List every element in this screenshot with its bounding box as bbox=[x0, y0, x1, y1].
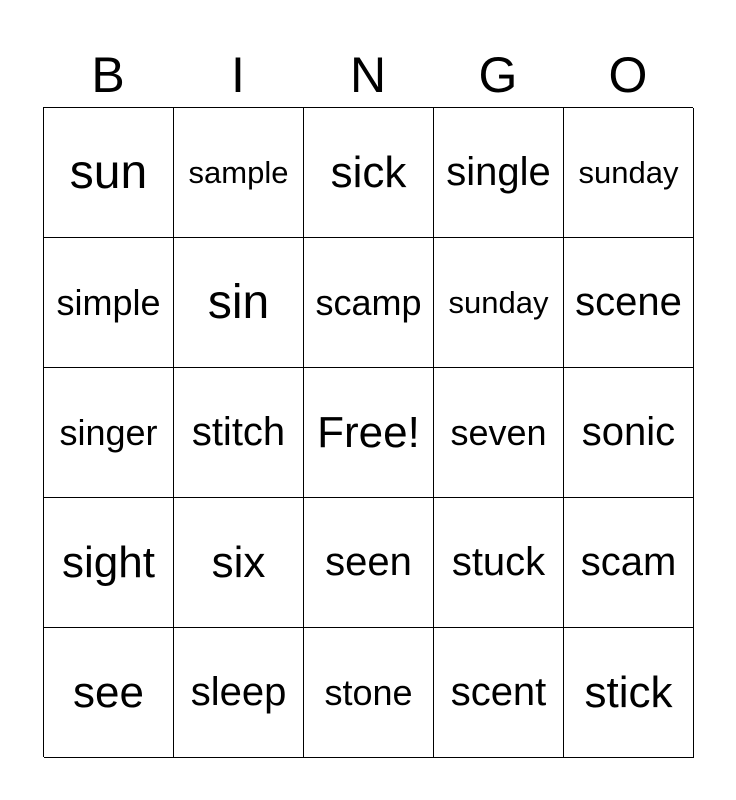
header-letter-b: B bbox=[91, 47, 125, 103]
bingo-cell[interactable]: simple bbox=[44, 238, 174, 368]
bingo-header bbox=[43, 45, 693, 105]
bingo-cell[interactable]: sunday bbox=[434, 238, 564, 368]
bingo-cell[interactable]: single bbox=[434, 108, 564, 238]
bingo-cell[interactable]: seven bbox=[434, 368, 564, 498]
header-letter-n: N bbox=[349, 47, 387, 103]
bingo-cell[interactable]: sick bbox=[304, 108, 434, 238]
bingo-cell[interactable]: stitch bbox=[174, 368, 304, 498]
bingo-card-grid bbox=[43, 107, 693, 757]
bingo-cell[interactable]: stuck bbox=[434, 498, 564, 628]
bingo-cell[interactable]: scamp bbox=[304, 238, 434, 368]
bingo-cell[interactable]: sun bbox=[44, 108, 174, 238]
bingo-cell[interactable]: sin bbox=[174, 238, 304, 368]
bingo-cell[interactable]: stone bbox=[304, 628, 434, 758]
bingo-cell[interactable]: scent bbox=[434, 628, 564, 758]
header-letter-o: O bbox=[608, 47, 648, 103]
bingo-cell[interactable]: scam bbox=[564, 498, 694, 628]
bingo-cell[interactable]: scene bbox=[564, 238, 694, 368]
bingo-cell[interactable]: sight bbox=[44, 498, 174, 628]
bingo-cell[interactable]: sonic bbox=[564, 368, 694, 498]
bingo-cell[interactable]: singer bbox=[44, 368, 174, 498]
bingo-cell[interactable]: see bbox=[44, 628, 174, 758]
header-letter-g: G bbox=[478, 47, 518, 103]
bingo-cell[interactable]: sunday bbox=[564, 108, 694, 238]
bingo-cell[interactable]: sleep bbox=[174, 628, 304, 758]
header-letter-i: I bbox=[231, 47, 245, 103]
bingo-cell[interactable]: seen bbox=[304, 498, 434, 628]
free-space-cell[interactable]: Free! bbox=[304, 368, 434, 498]
bingo-cell[interactable]: sample bbox=[174, 108, 304, 238]
bingo-cell[interactable]: six bbox=[174, 498, 304, 628]
bingo-cell[interactable]: stick bbox=[564, 628, 694, 758]
